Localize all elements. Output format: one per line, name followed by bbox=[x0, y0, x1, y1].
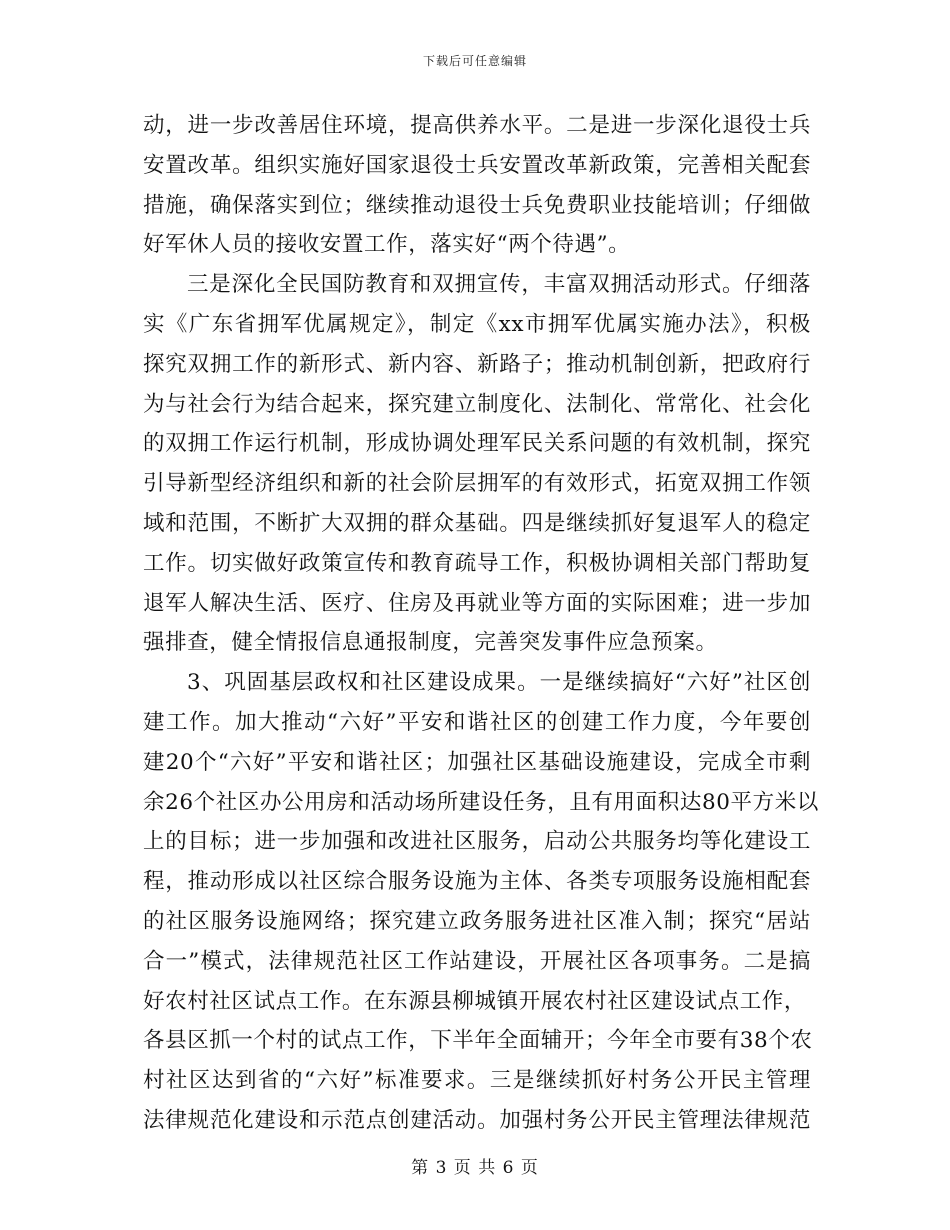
page-footer: 第 3 页 共 6 页 bbox=[411, 1158, 539, 1178]
text-line: 实《广东省拥军优属规定》，制定《xx市拥军优属实施办法》，积极 bbox=[143, 311, 811, 337]
text-line: 上的目标；进一步加强和改进社区服务，启动公共服务均等化建设工 bbox=[143, 829, 811, 855]
paragraph-start-line: 三是深化全民国防教育和双拥宣传，丰富双拥活动形式。仔细落 bbox=[187, 272, 811, 298]
text-line: 好农村社区试点工作。在东源县柳城镇开展农村社区建设试点工作， bbox=[143, 988, 807, 1014]
text-line: 村社区达到省的“六好”标准要求。三是继续抓好村务公开民主管理 bbox=[143, 1068, 811, 1094]
text-line: 退军人解决生活、医疗、住房及再就业等方面的实际困难；进一步加 bbox=[143, 590, 811, 616]
text-line: 为与社会行为结合起来，探究建立制度化、法制化、常常化、社会化 bbox=[143, 391, 811, 417]
text-line: 建工作。加大推动“六好”平安和谐社区的创建工作力度，今年要创 bbox=[143, 709, 811, 735]
text-line: 措施，确保落实到位；继续推动退役士兵免费职业技能培训；仔细做 bbox=[143, 192, 811, 218]
text-line: 引导新型经济组织和新的社会阶层拥军的有效形式，拓宽双拥工作领 bbox=[143, 471, 811, 497]
page-header: 下载后可任意编辑 bbox=[422, 54, 527, 68]
text-line: 动，进一步改善居住环境，提高供养水平。二是进一步深化退役士兵 bbox=[143, 113, 811, 138]
text-line: 程，推动形成以社区综合服务设施为主体、各类专项服务设施相配套 bbox=[143, 869, 811, 895]
paragraph-start-line: 3、巩固基层政权和社区建设成果。一是继续搞好“六好”社区创 bbox=[187, 670, 811, 696]
text-line: 合一”模式，法律规范社区工作站建设，开展社区各项事务。二是搞 bbox=[143, 948, 811, 974]
text-line: 各县区抓一个村的试点工作，下半年全面辅开；今年全市要有38个农 bbox=[143, 1028, 813, 1054]
text-line: 探究双拥工作的新形式、新内容、新路子；推动机制创新，把政府行 bbox=[143, 351, 811, 377]
text-line: 强排查，健全情报信息通报制度，完善突发事件应急预案。 bbox=[143, 630, 718, 656]
text-line: 的双拥工作运行机制，形成协调处理军民关系问题的有效机制，探究 bbox=[143, 431, 811, 457]
text-line: 的社区服务设施网络；探究建立政务服务进社区准入制；探究“居站 bbox=[143, 908, 811, 934]
text-line: 域和范围，不断扩大双拥的群众基础。四是继续抓好复退军人的稳定 bbox=[143, 510, 811, 536]
text-line: 建20个“六好”平安和谐社区；加强社区基础设施建设，完成全市剩 bbox=[143, 749, 811, 775]
text-line: 法律规范化建设和示范点创建活动。加强村务公开民主管理法律规范 bbox=[143, 1107, 811, 1133]
text-line: 好军休人员的接收安置工作，落实好“两个待遇”。 bbox=[143, 232, 631, 258]
text-line: 工作。切实做好政策宣传和教育疏导工作，积极协调相关部门帮助复 bbox=[143, 550, 811, 576]
text-line: 余26个社区办公用房和活动场所建设任务，且有用面积达80平方米以 bbox=[143, 789, 819, 815]
text-line: 安置改革。组织实施好国家退役士兵安置改革新政策，完善相关配套 bbox=[143, 152, 811, 178]
document-body bbox=[143, 106, 819, 1141]
